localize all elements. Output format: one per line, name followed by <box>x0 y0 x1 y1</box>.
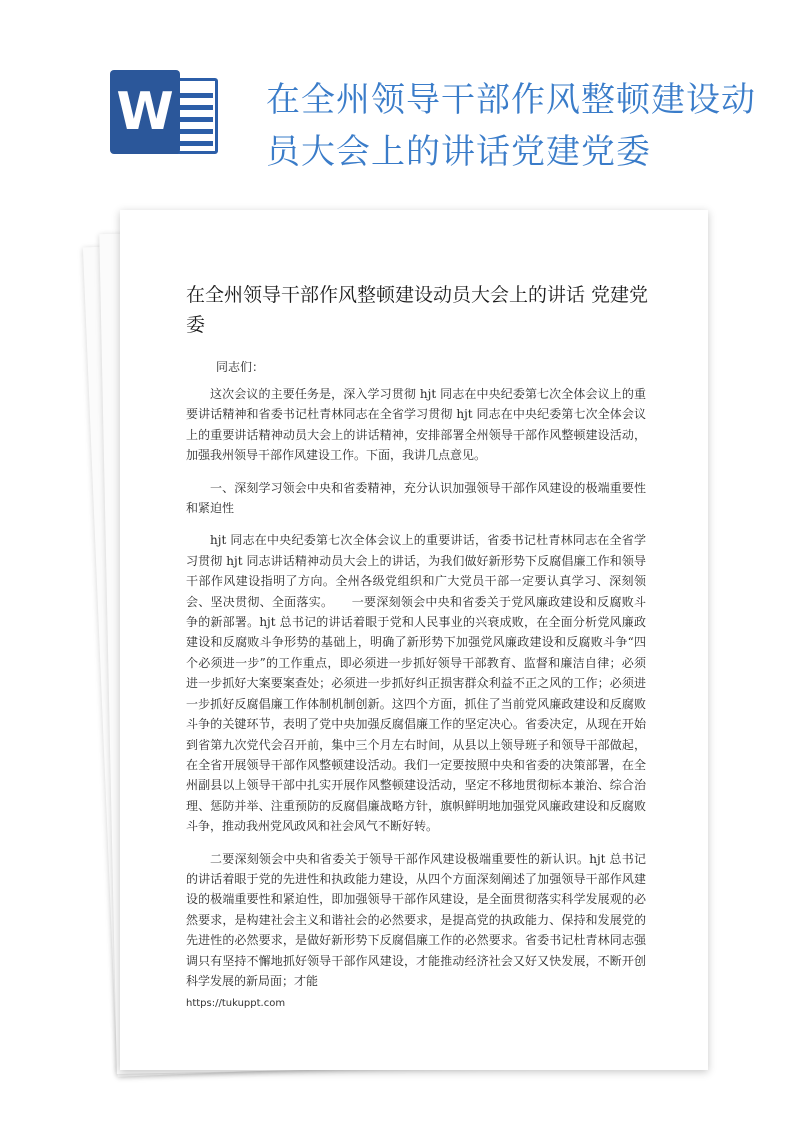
section-heading: 一、深刻学习领会中央和省委精神，充分认识加强领导干部作风建设的极端重要性和紧迫性 <box>186 480 646 516</box>
paragraph: 这次会议的主要任务是，深入学习贯彻 hjt 同志在中央纪委第七次全体会议上的重要讲话精神和省委书记杜青林同志在全省学习贯彻 hjt 同志在中央纪委第七次全体会议上的重要讲话精神动员大会上的讲话精神，安排部署全州领导干部作风整顿建设活动，加强我州领导干部作风建设工作。下面，我讲几点意见。 <box>186 387 646 463</box>
text-line-shape <box>177 93 213 98</box>
page-title: 在全州领导干部作风整顿建设动员大会上的讲话党建党委 <box>266 80 756 172</box>
paragraph: hjt 同志在中央纪委第七次全体会议上的重要讲话，省委书记杜青林同志在全省学习贯彻 hjt 同志讲话精神动员大会上的讲话，为我们做好新形势下反腐倡廉工作和领导干部作风建设指明了方向。全州各级党组织和广大党员干部一定要认真学习、深刻领会、坚决贯彻、全面落实。 一要深刻领会中央和省委关于党风廉政建设和反腐败斗争的新部署。hjt 总书记的讲话着眼于党和人民事业的兴衰成败，在全面分析党风廉政建设和反腐败斗争形势的基础上，明确了新形势下加强党风廉政建设和反腐败斗争“四个必须进一步”的工作重点，即必须进一步抓好领导干部教育、监督和廉洁自律；必须进一步抓好大案要案查处；必须进一步抓好纠正损害群众利益不正之风的工作；必须进一步抓好反腐倡廉工作体制机制创新。这四个方面，抓住了当前党风廉政建设和反腐败斗争的关键环节，表明了党中央加强反腐倡廉工作的坚定决心。省委决定，从现在开始到省第九次党代会召开前，集中三个月左右时间，从县以上领导班子和领导干部做起，在全省开展领导干部作风整顿建设活动。我们一定要按照中央和省委的决策部署，在全州副县以上领导干部中扎实开展作风整顿建设活动，坚定不移地贯彻标本兼治、综合治理、惩防并举、注重预防的反腐倡廉战略方针，旗帜鲜明地加强党风廉政建设和反腐败斗争，推动我州党风政风和社会风气不断好转。 <box>186 533 646 834</box>
paragraph: 二要深刻领会中央和省委关于领导干部作风建设极端重要性的新认识。hjt 总书记的讲话着眼于党的先进性和执政能力建设，从四个方面深刻阐述了加强领导干部作风建设的极端重要性和紧迫性，即加强领导干部作风建设，是全面贯彻落实科学发展观的必然要求，是构建社会主义和谐社会的必然要求，是提高党的执政能力、保持和发展党的先进性的必然要求，是做好新形势下反腐倡廉工作的必然要求。省委书记杜青林同志强调只有坚持不懈地抓好领导干部作风建设，才能推动经济社会又好又快发展，不断开创科学发展的新局面；才能 <box>186 851 646 988</box>
document-body <box>186 384 646 1003</box>
salutation: 同志们： <box>216 360 265 374</box>
header-banner <box>0 0 800 200</box>
text-line-shape <box>177 105 213 110</box>
footer-url[interactable]: https://tukuppt.com <box>186 998 286 1009</box>
word-letter-badge: W <box>110 70 180 154</box>
text-line-shape <box>177 129 213 134</box>
document-page <box>120 210 708 1070</box>
text-line-shape <box>177 117 213 122</box>
word-document-icon <box>110 70 220 154</box>
text-line-shape <box>177 141 213 146</box>
document-title: 在全州领导干部作风整顿建设动员大会上的讲话 党建党委 <box>186 284 649 336</box>
